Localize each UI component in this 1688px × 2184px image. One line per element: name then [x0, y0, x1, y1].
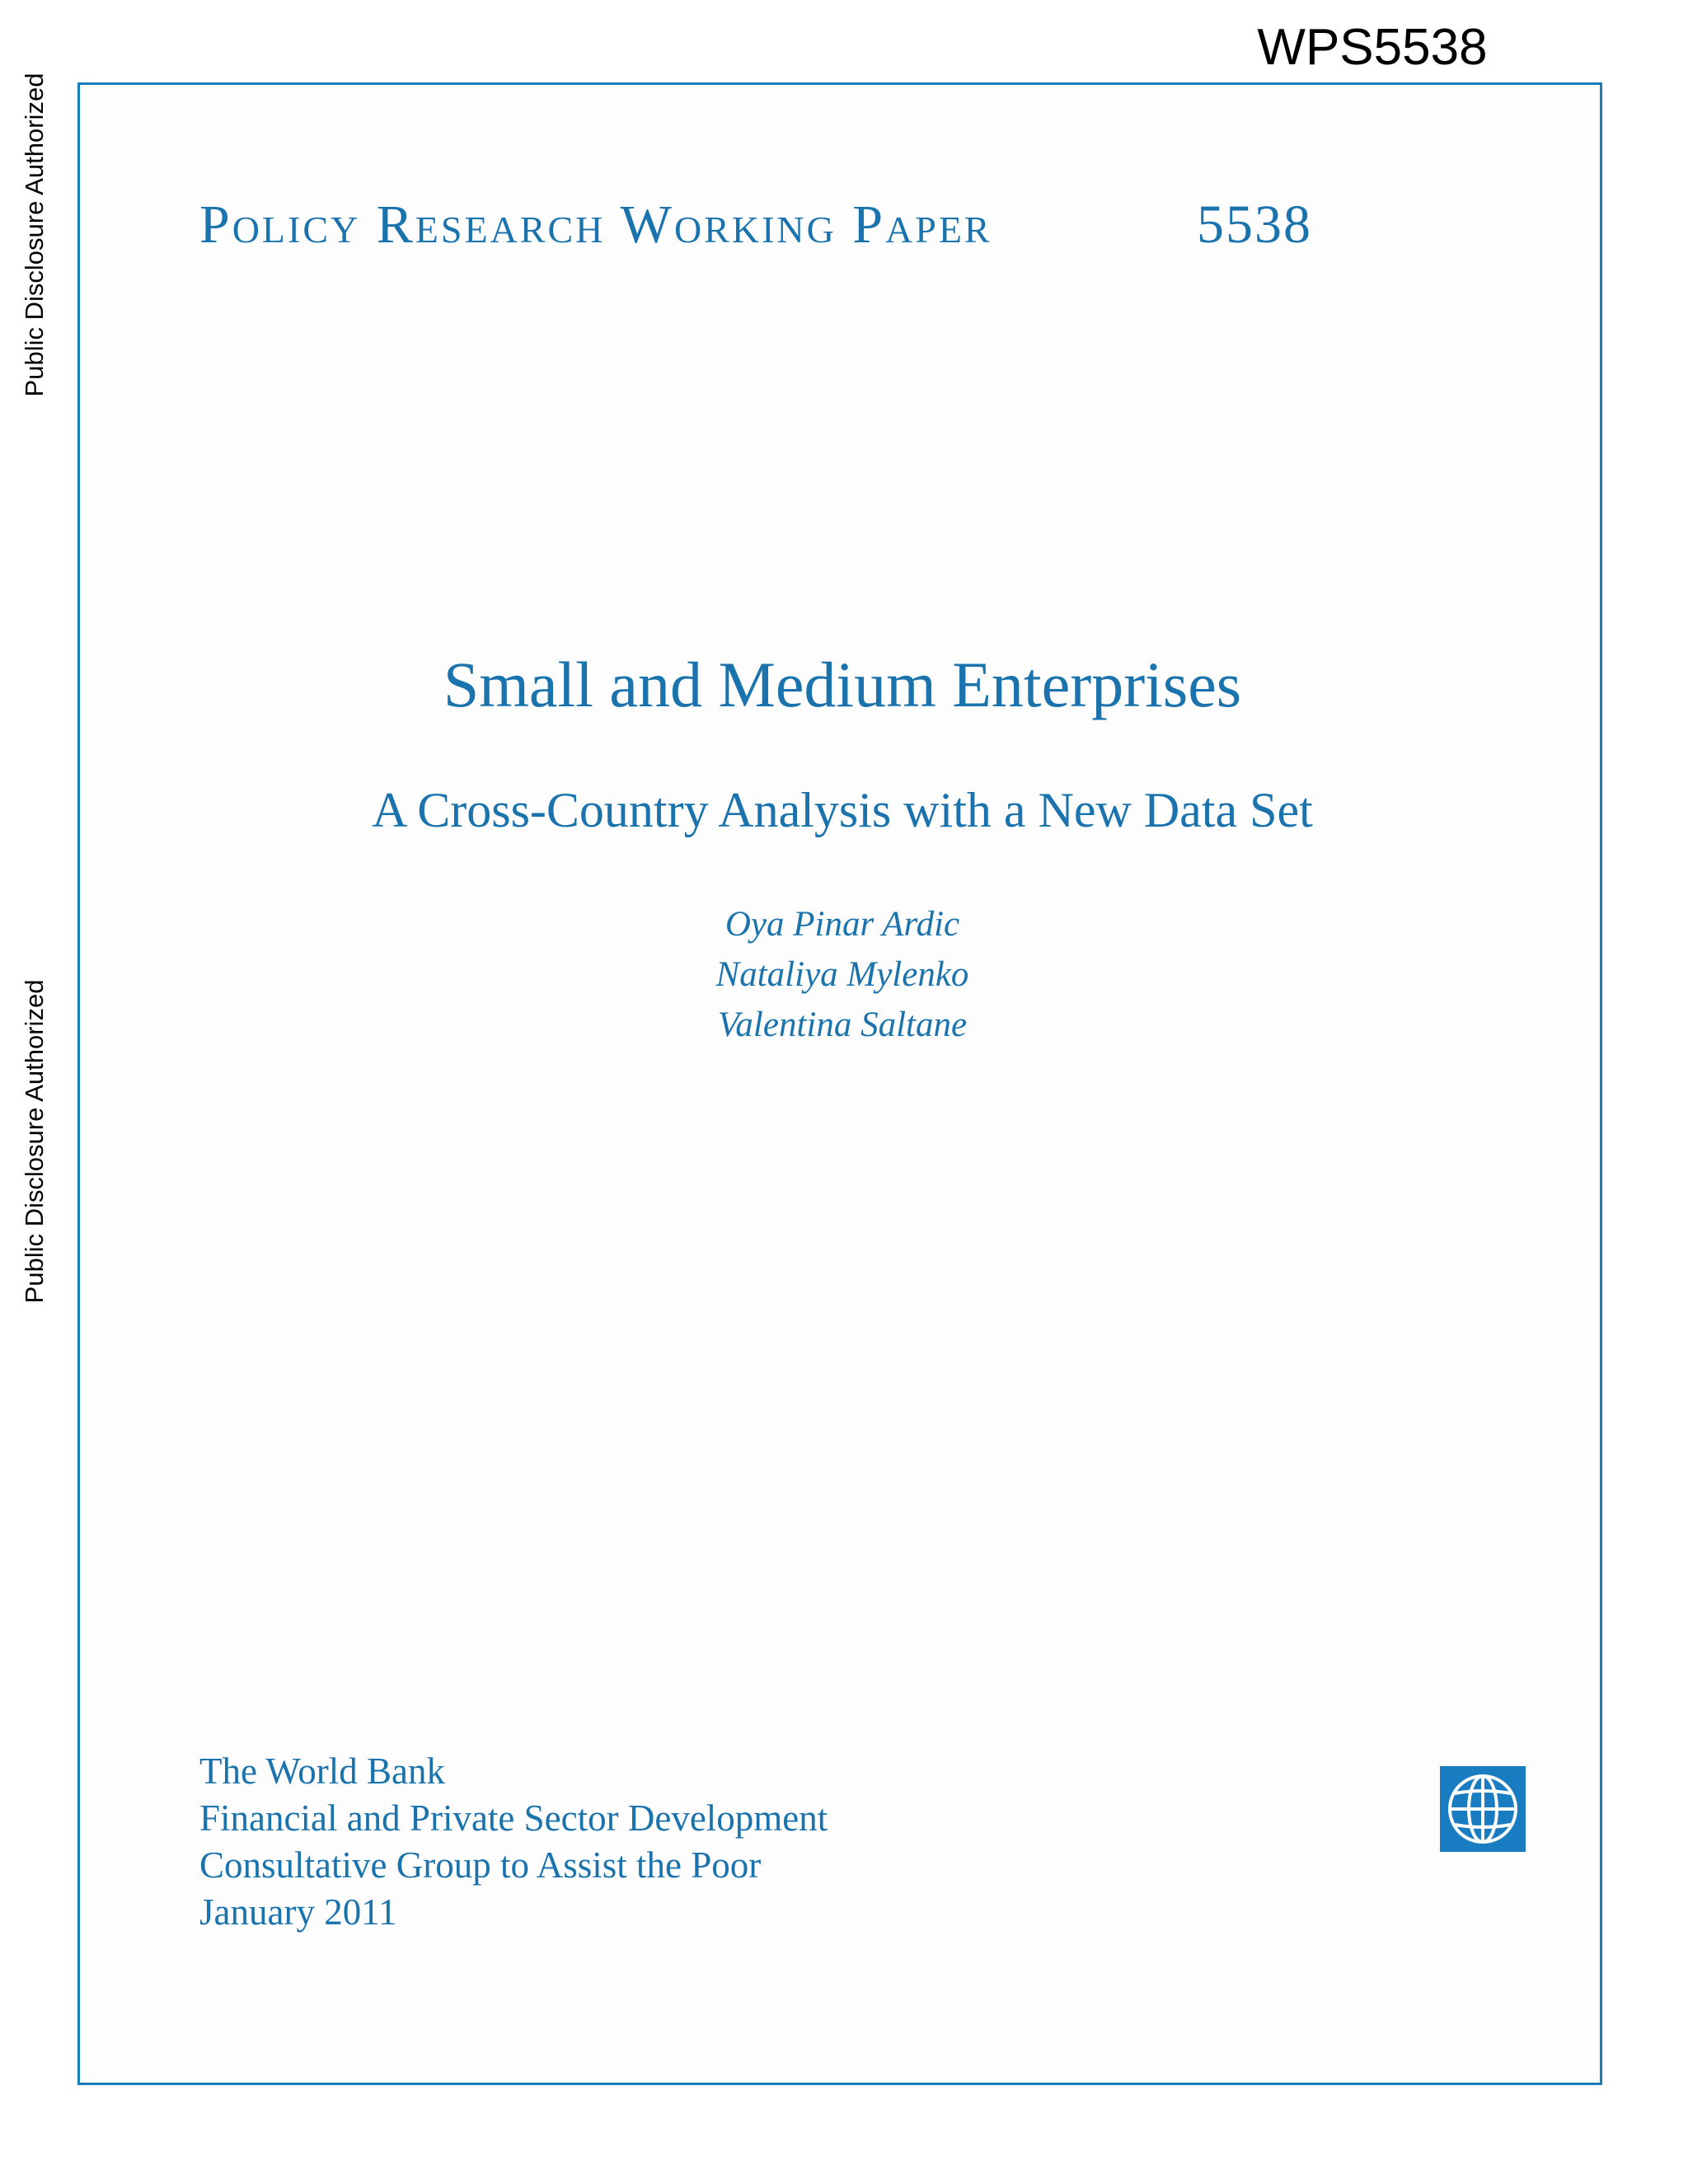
publisher-line: The World Bank	[199, 1750, 445, 1792]
author-name: Valentina Saltane	[717, 1005, 968, 1044]
author-name: Oya Pinar Ardic	[724, 905, 960, 944]
paper-subtitle: A Cross-Country Analysis with a New Data Set	[372, 783, 1313, 837]
disclosure-text: Public Disclosure Authorized	[20, 979, 49, 1304]
publisher-line: Financial and Private Sector Development	[199, 1797, 828, 1839]
disclosure-text: Public Disclosure Authorized	[20, 73, 49, 397]
author-list	[80, 899, 1605, 1050]
world-bank-globe-icon	[1440, 1766, 1526, 1852]
report-number: WPS5538	[1257, 19, 1488, 76]
paper-title: Small and Medium Enterprises	[443, 649, 1242, 720]
publisher-line: Consultative Group to Assist the Poor	[199, 1844, 762, 1886]
series-title: Policy Research Working Paper	[199, 194, 992, 255]
publisher-block	[199, 1748, 828, 1936]
cover-frame	[77, 82, 1602, 2085]
author-name: Nataliya Mylenko	[715, 955, 969, 994]
paper-number: 5538	[1197, 194, 1312, 255]
publication-date: January 2011	[199, 1891, 397, 1933]
